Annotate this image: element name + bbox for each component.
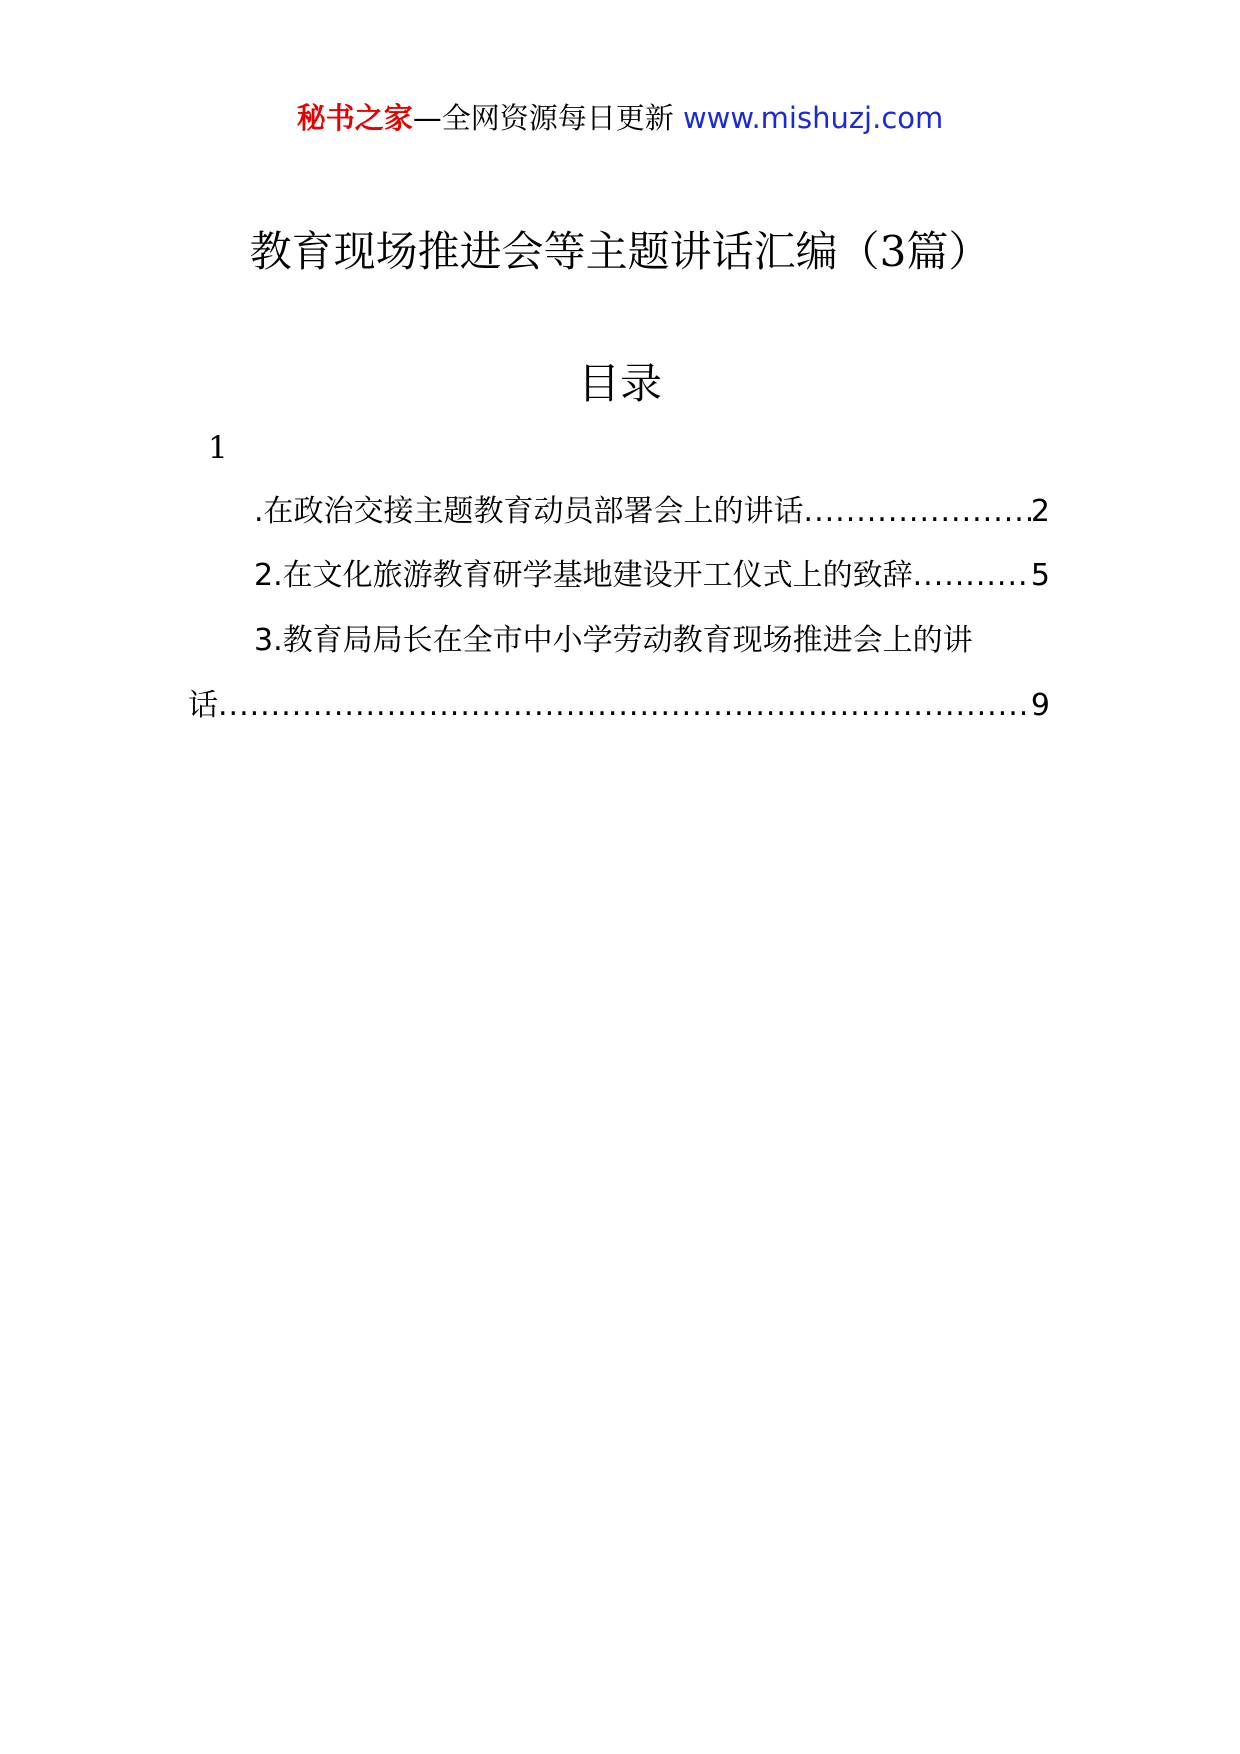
header-tagline: —全网资源每日更新: [412, 101, 674, 135]
toc-entry-3-continuation[interactable]: [188, 684, 1050, 728]
toc-page-number: 2: [1030, 494, 1050, 529]
watermark-header: [0, 98, 1240, 138]
title-count: 3: [879, 227, 907, 276]
toc-page-number: 5: [1030, 558, 1050, 593]
stray-list-number: 1: [208, 430, 228, 466]
document-title: [0, 222, 1240, 282]
toc-entry-text: 3.教育局局长在全市中小学劳动教育现场推进会上的讲: [254, 623, 973, 658]
toc-entry-1[interactable]: [254, 490, 1050, 534]
toc-leader-dots: [804, 490, 1031, 534]
toc-entry-3[interactable]: [254, 619, 1050, 663]
toc-page-number: 9: [1030, 688, 1050, 723]
toc-leader-dots: [218, 684, 1031, 728]
toc-entry-text: .在政治交接主题教育动员部署会上的讲话: [254, 494, 804, 529]
toc-entry-2[interactable]: [254, 554, 1050, 598]
title-suffix: 篇）: [906, 227, 991, 276]
toc-entry-text-continuation: 话: [188, 688, 218, 723]
toc-leader-dots: [913, 554, 1031, 598]
title-prefix: 教育现场推进会等主题讲话汇编（: [249, 227, 880, 276]
header-url-link[interactable]: www.mishuzj.com: [682, 101, 944, 135]
toc-entry-text: 2.在文化旅游教育研学基地建设开工仪式上的致辞: [254, 558, 913, 593]
toc-heading: 目录: [577, 359, 662, 408]
brand-name: 秘书之家: [296, 101, 413, 135]
